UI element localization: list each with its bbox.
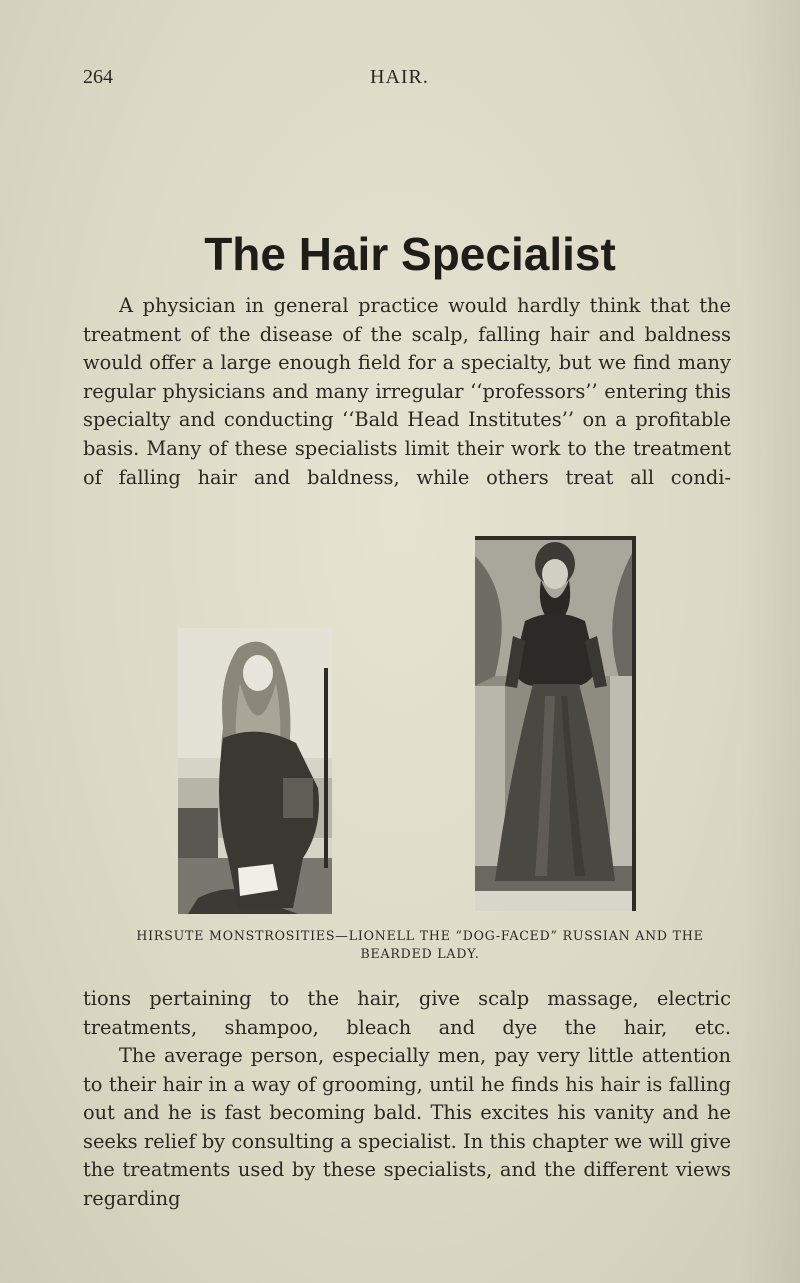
page-number: 264 [83, 66, 113, 88]
running-head: HAIR. [370, 66, 429, 88]
photo-bearded-lady-image [475, 536, 636, 911]
photo-lionell [178, 628, 332, 914]
paragraph-intro: A physician in general practice would hardly think that the treatment of the disease of the scalp, falling hair and baldness would offer a large enough field for a specialty, but we find many regular physicians and many irregular ‘‘professors’’ entering this specialty and conducting ‘‘Bald Head Institutes’’ on a profitable basis. Many of these specialists limit their work to the treatment of falling hair and baldness, while others treat all condi- [83, 294, 731, 489]
chapter-title: The Hair Specialist [204, 228, 616, 280]
figure-caption: HIRSUTE MONSTROSITIES—LIONELL THE “DOG-FACED” RUSSIAN AND THE BEARDED LADY. [136, 928, 704, 961]
paragraph-average-person: The average person, especially men, pay very little attention to their hair in a way of grooming, until he finds his hair is falling out and he is fast becoming bald. This excites his vanity and he seeks relief by consulting a specialist. In this chapter we will give the treatments used by these specialists, and the different views regarding [83, 1044, 731, 1210]
photo-lionell-image [178, 628, 332, 914]
paragraph-continued: tions pertaining to the hair, give scalp massage, electric treatments, shampoo, bleach and dye the hair, etc. [83, 987, 731, 1039]
page-edge-shadow [740, 0, 800, 1283]
photo-bearded-lady [475, 536, 636, 911]
